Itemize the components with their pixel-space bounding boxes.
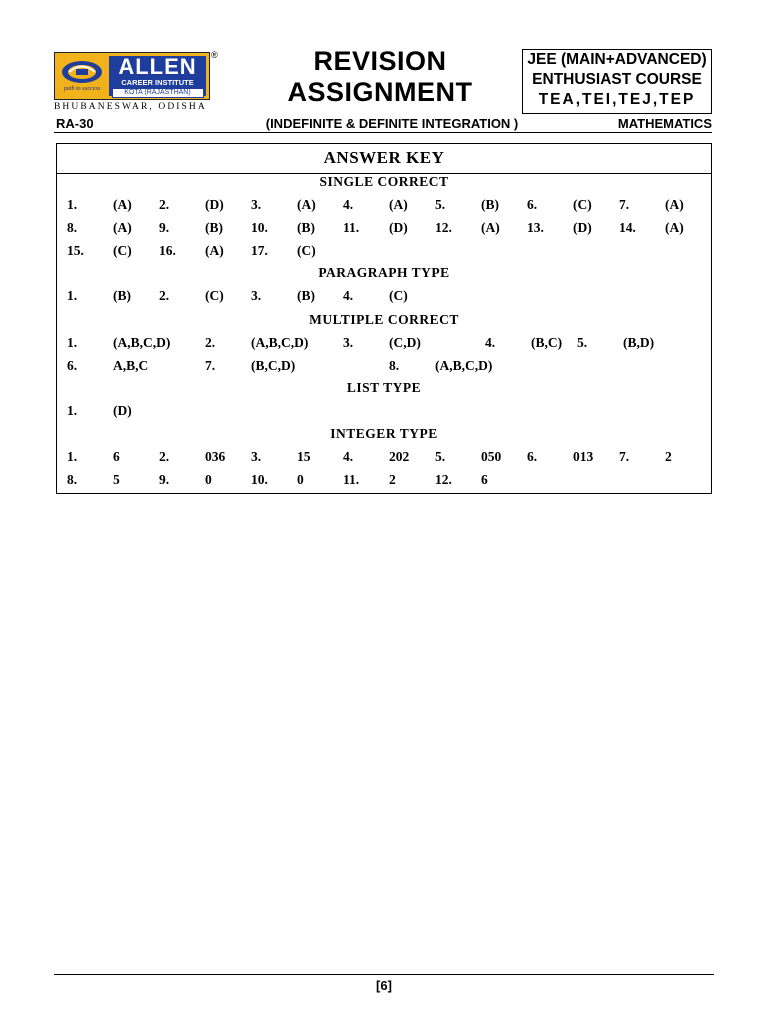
answer-value: (C) (573, 197, 592, 212)
question-number: 2. (159, 288, 170, 303)
answer-value: (A) (481, 220, 500, 235)
logo-panel (109, 56, 206, 96)
question-number: 16. (159, 243, 176, 258)
answer-value: (A) (665, 220, 684, 235)
answer-value: (C) (113, 243, 132, 258)
answer-value: (C,D) (389, 335, 421, 350)
answer-value: 0 (205, 472, 212, 487)
answer-value: (C) (389, 288, 408, 303)
question-number: 8. (389, 358, 400, 373)
answer-value: 0 (297, 472, 304, 487)
question-number: 12. (435, 472, 452, 487)
question-number: 1. (67, 288, 78, 303)
answer-value: 5 (113, 472, 120, 487)
footer-rule (54, 974, 714, 975)
page-title (282, 46, 478, 108)
answer-value: (D) (205, 197, 224, 212)
question-number: 5. (435, 197, 446, 212)
question-number: 8. (67, 472, 78, 487)
answer-value: (A,B,C,D) (251, 335, 309, 350)
question-number: 8. (67, 220, 78, 235)
answer-key-title: ANSWER KEY (57, 144, 711, 174)
answer-value: 6 (481, 472, 488, 487)
question-number: 4. (343, 449, 354, 464)
page-number: [6] (376, 978, 392, 993)
question-number: 12. (435, 220, 452, 235)
question-number: 5. (577, 335, 588, 350)
answer-value: (A,B,C,D) (435, 358, 493, 373)
question-number: 15. (67, 243, 84, 258)
answer-value: (D) (113, 403, 132, 418)
question-number: 9. (159, 472, 170, 487)
title-line-2: ASSIGNMENT (287, 77, 473, 107)
question-number: 10. (251, 472, 268, 487)
answer-value: 013 (573, 449, 594, 464)
question-number: 7. (205, 358, 216, 373)
question-number: 3. (251, 449, 262, 464)
question-number: 7. (619, 197, 630, 212)
question-number: 1. (67, 449, 78, 464)
question-number: 11. (343, 220, 360, 235)
topic-label: (INDEFINITE & DEFINITE INTEGRATION ) (265, 116, 519, 131)
allen-logo (54, 52, 210, 100)
answer-value: 15 (297, 449, 311, 464)
answer-value: 050 (481, 449, 502, 464)
question-number: 1. (67, 335, 78, 350)
answer-value: (A) (389, 197, 408, 212)
answer-value: (B,D) (623, 335, 655, 350)
answer-value: (A) (205, 243, 224, 258)
question-number: 13. (527, 220, 544, 235)
course-line-3: TEA,TEI,TEJ,TEP (538, 91, 696, 108)
answer-value: (B,C,D) (251, 358, 296, 373)
answer-value: (A) (113, 197, 132, 212)
answer-value: 2 (389, 472, 396, 487)
answer-value: (D) (389, 220, 408, 235)
question-number: 4. (343, 288, 354, 303)
question-number: 6. (527, 197, 538, 212)
question-number: 2. (159, 449, 170, 464)
question-number: 6. (527, 449, 538, 464)
section-title-integer-type: INTEGER TYPE (330, 426, 438, 441)
answer-value: 6 (113, 449, 120, 464)
logo-tagline: path to success (63, 86, 101, 92)
answer-value: (B) (113, 288, 131, 303)
answer-value: 2 (665, 449, 672, 464)
assignment-code: RA-30 (56, 116, 94, 131)
answer-value: 036 (205, 449, 226, 464)
course-line-2: ENTHUSIAST COURSE (532, 71, 702, 88)
question-number: 6. (67, 358, 78, 373)
logo-name: ALLEN (118, 54, 197, 79)
answer-value: (B) (297, 288, 315, 303)
question-number: 2. (205, 335, 216, 350)
answer-value: (A) (297, 197, 316, 212)
answer-value: (C) (205, 288, 224, 303)
answer-value: (B,C) (531, 335, 563, 350)
section-title-multiple-correct: MULTIPLE CORRECT (309, 312, 459, 327)
question-number: 3. (343, 335, 354, 350)
question-number: 4. (343, 197, 354, 212)
section-title-list-type: LIST TYPE (346, 380, 422, 395)
question-number: 14. (619, 220, 636, 235)
answer-value: (A) (113, 220, 132, 235)
answer-value: (B) (205, 220, 223, 235)
answer-value: (A) (665, 197, 684, 212)
question-number: 17. (251, 243, 268, 258)
question-number: 7. (619, 449, 630, 464)
course-line-1: JEE (MAIN+ADVANCED) (527, 51, 707, 68)
section-title-single-correct: SINGLE CORRECT (319, 174, 449, 189)
question-number: 9. (159, 220, 170, 235)
answer-value: (B) (297, 220, 315, 235)
answer-key-box (56, 143, 712, 494)
section-title-paragraph-type: PARAGRAPH TYPE (318, 265, 450, 280)
question-number: 5. (435, 449, 446, 464)
title-line-1: REVISION (313, 46, 447, 76)
logo-sub: CAREER INSTITUTE (121, 78, 194, 87)
registered-mark: ® (211, 50, 218, 60)
question-number: 1. (67, 403, 78, 418)
answer-value: 202 (389, 449, 410, 464)
question-number: 3. (251, 288, 262, 303)
subject-label: MATHEMATICS (617, 116, 712, 131)
answer-value: (B) (481, 197, 499, 212)
answer-value: A,B,C (113, 358, 149, 373)
answer-value: (D) (573, 220, 592, 235)
city-label: BHUBANESWAR, ODISHA (54, 102, 207, 112)
question-number: 3. (251, 197, 262, 212)
question-number: 2. (159, 197, 170, 212)
question-number: 4. (485, 335, 496, 350)
course-box (522, 49, 712, 114)
question-number: 10. (251, 220, 268, 235)
question-number: 1. (67, 197, 78, 212)
sub-header-bar (54, 116, 712, 133)
logo-location: KOTA (RAJASTHAN) (112, 88, 204, 98)
answer-value: (A,B,C,D) (113, 335, 171, 350)
answer-value: (C) (297, 243, 316, 258)
question-number: 11. (343, 472, 360, 487)
